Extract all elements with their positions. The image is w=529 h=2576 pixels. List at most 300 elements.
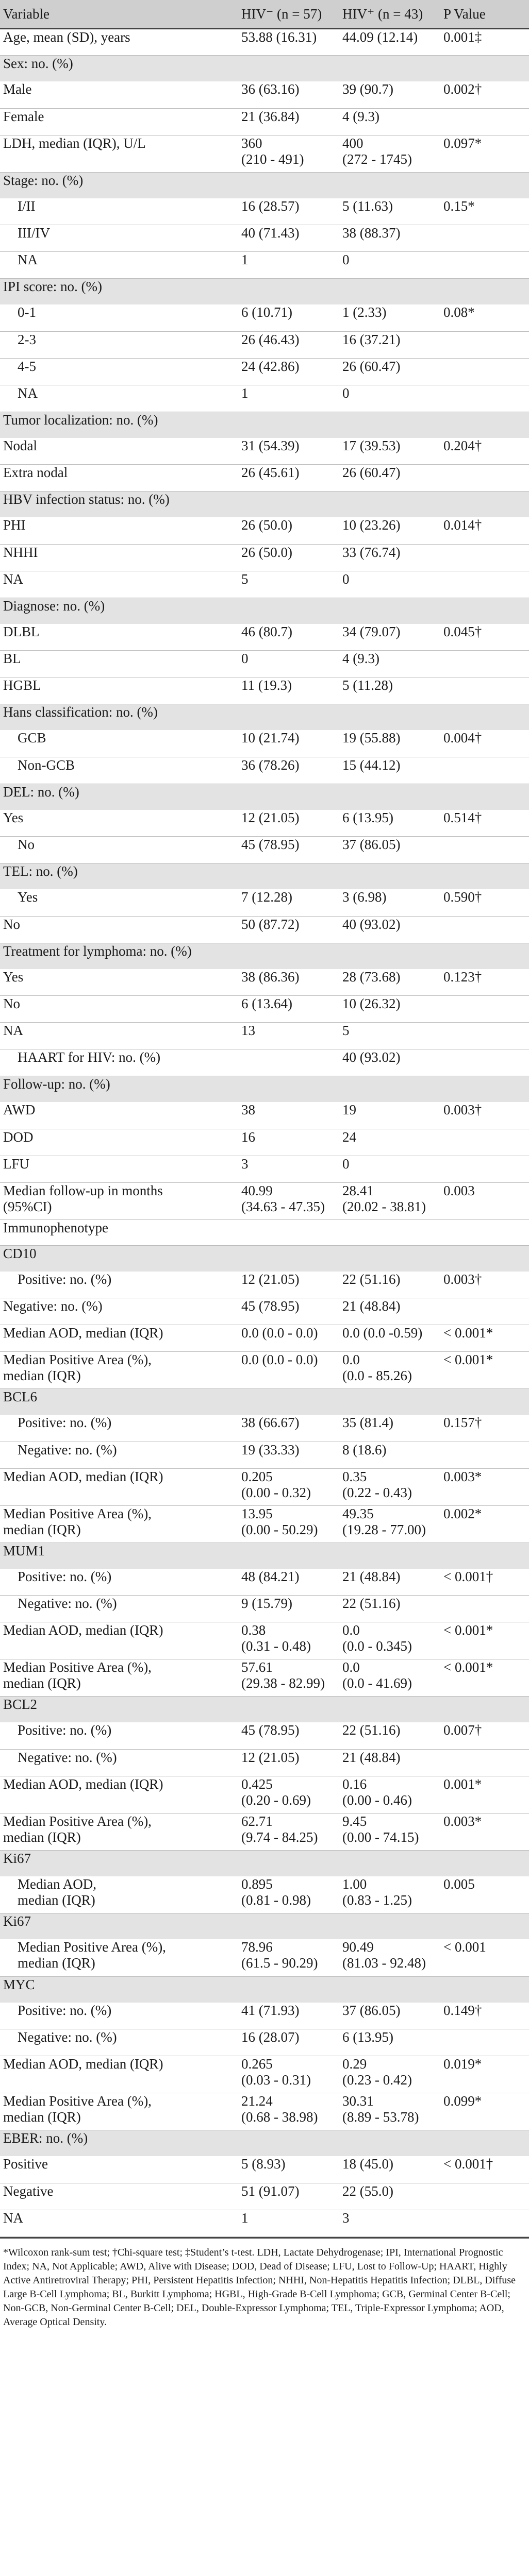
cell-p-value	[440, 1749, 529, 1776]
cell-p-value	[440, 677, 529, 704]
cell-hiv-negative: 0.205 (0.00 - 0.32)	[238, 1468, 339, 1505]
section-header-row	[0, 1976, 529, 2003]
table-row	[0, 1352, 529, 1389]
cell-variable: Age, mean (SD), years	[0, 29, 238, 56]
cell-hiv-positive: 24	[339, 1129, 440, 1156]
cell-variable: Median AOD, median (IQR)	[0, 1622, 238, 1659]
cell-variable: DOD	[0, 1129, 238, 1156]
cell-hiv-negative: 6 (13.64)	[238, 996, 339, 1023]
section-label: Hans classification: no. (%)	[0, 704, 529, 731]
cell-hiv-negative: 26 (45.61)	[238, 465, 339, 492]
section-label: MUM1	[0, 1543, 529, 1569]
cell-hiv-negative: 26 (46.43)	[238, 331, 339, 358]
table-row	[0, 385, 529, 412]
cell-hiv-negative: 16 (28.57)	[238, 198, 339, 225]
cell-hiv-negative	[238, 1219, 339, 1245]
cell-variable: PHI	[0, 517, 238, 544]
cell-hiv-negative: 0.38 (0.31 - 0.48)	[238, 1622, 339, 1659]
section-label: Sex: no. (%)	[0, 56, 529, 82]
section-label: Tumor localization: no. (%)	[0, 412, 529, 438]
cell-p-value: 0.15*	[440, 198, 529, 225]
cell-p-value: 0.003	[440, 1182, 529, 1219]
cell-p-value: 0.149†	[440, 2003, 529, 2029]
cell-hiv-positive: 19 (55.88)	[339, 730, 440, 757]
cell-variable: Male	[0, 81, 238, 108]
cell-hiv-positive: 21 (48.84)	[339, 1749, 440, 1776]
table-row	[0, 358, 529, 385]
cell-p-value	[440, 651, 529, 677]
cell-p-value	[440, 465, 529, 492]
table-row	[0, 517, 529, 544]
header-p-value: P Value	[440, 0, 529, 29]
section-header-row	[0, 56, 529, 82]
cell-hiv-negative: 0.0 (0.0 - 0.0)	[238, 1325, 339, 1352]
cell-p-value: 0.002†	[440, 81, 529, 108]
cell-hiv-positive: 0.29 (0.23 - 0.42)	[339, 2056, 440, 2093]
cell-hiv-positive: 4 (9.3)	[339, 651, 440, 677]
table-row	[0, 1023, 529, 1049]
cell-p-value	[440, 1219, 529, 1245]
cell-hiv-positive: 16 (37.21)	[339, 331, 440, 358]
cell-hiv-positive: 400 (272 - 1745)	[339, 135, 440, 172]
section-label: CD10	[0, 1245, 529, 1272]
cell-hiv-positive: 30.31 (8.89 - 53.78)	[339, 2093, 440, 2130]
cell-hiv-negative: 1	[238, 385, 339, 412]
table-row	[0, 252, 529, 279]
cell-p-value	[440, 1298, 529, 1325]
cell-hiv-positive: 28.41 (20.02 - 38.81)	[339, 1182, 440, 1219]
cell-variable: NA	[0, 571, 238, 598]
cell-hiv-negative: 45 (78.95)	[238, 1298, 339, 1325]
table-row	[0, 1813, 529, 1850]
header-hiv-negative: HIV⁻ (n = 57)	[238, 0, 339, 29]
cell-variable: LFU	[0, 1156, 238, 1182]
cell-hiv-positive: 5	[339, 1023, 440, 1049]
cell-hiv-negative: 9 (15.79)	[238, 1596, 339, 1622]
cell-p-value: 0.001*	[440, 1776, 529, 1813]
cell-hiv-positive: 34 (79.07)	[339, 624, 440, 651]
section-header-row	[0, 943, 529, 969]
section-header-row	[0, 412, 529, 438]
table-row	[0, 1102, 529, 1129]
cell-hiv-negative: 12 (21.05)	[238, 810, 339, 837]
cell-hiv-positive: 0	[339, 571, 440, 598]
cell-p-value: 0.003†	[440, 1272, 529, 1298]
cell-hiv-positive: 6 (13.95)	[339, 810, 440, 837]
cell-hiv-negative: 36 (78.26)	[238, 757, 339, 784]
table-row	[0, 1596, 529, 1622]
cell-p-value: 0.590†	[440, 889, 529, 916]
cell-p-value: < 0.001*	[440, 1659, 529, 1697]
cell-variable: NA	[0, 252, 238, 279]
cell-p-value	[440, 1156, 529, 1182]
cell-p-value: 0.123†	[440, 969, 529, 996]
cell-hiv-positive: 40 (93.02)	[339, 916, 440, 943]
cell-hiv-positive: 21 (48.84)	[339, 1298, 440, 1325]
cell-variable: Median AOD, median (IQR)	[0, 1876, 238, 1913]
cell-hiv-negative: 11 (19.3)	[238, 677, 339, 704]
table-row	[0, 544, 529, 571]
cell-hiv-negative: 21 (36.84)	[238, 108, 339, 135]
cell-variable: Positive: no. (%)	[0, 2003, 238, 2029]
cell-p-value: 0.003*	[440, 1468, 529, 1505]
table-row	[0, 2003, 529, 2029]
cell-hiv-negative: 62.71 (9.74 - 84.25)	[238, 1813, 339, 1850]
cell-hiv-negative: 19 (33.33)	[238, 1442, 339, 1468]
table-row	[0, 225, 529, 252]
cell-hiv-negative: 53.88 (16.31)	[238, 29, 339, 56]
cell-hiv-positive: 0.0 (0.0 -0.59)	[339, 1325, 440, 1352]
cell-variable: NHHI	[0, 544, 238, 571]
cell-hiv-negative: 5	[238, 571, 339, 598]
table-row	[0, 2210, 529, 2236]
table-row	[0, 2156, 529, 2183]
cell-hiv-positive: 0.35 (0.22 - 0.43)	[339, 1468, 440, 1505]
cell-variable: Median Positive Area (%), median (IQR)	[0, 1659, 238, 1697]
section-header-row	[0, 1389, 529, 1415]
cell-p-value	[440, 1442, 529, 1468]
cell-hiv-positive: 90.49 (81.03 - 92.48)	[339, 1939, 440, 1976]
cell-variable: Extra nodal	[0, 465, 238, 492]
section-label: Ki67	[0, 1913, 529, 1940]
table-row	[0, 1776, 529, 1813]
cell-variable: Positive: no. (%)	[0, 1272, 238, 1298]
section-header-row	[0, 492, 529, 518]
cell-hiv-negative: 78.96 (61.5 - 90.29)	[238, 1939, 339, 1976]
section-label: Follow-up: no. (%)	[0, 1076, 529, 1103]
table-header	[0, 0, 529, 29]
cell-hiv-negative: 57.61 (29.38 - 82.99)	[238, 1659, 339, 1697]
section-label: BCL2	[0, 1697, 529, 1723]
cell-variable: III/IV	[0, 225, 238, 252]
table-row	[0, 1659, 529, 1697]
cell-hiv-positive: 8 (18.6)	[339, 1442, 440, 1468]
table-footnote	[0, 2237, 529, 2329]
cell-hiv-negative: 26 (50.0)	[238, 517, 339, 544]
table-row	[0, 571, 529, 598]
cell-p-value	[440, 358, 529, 385]
cell-variable: BL	[0, 651, 238, 677]
section-label: Ki67	[0, 1850, 529, 1876]
table-row	[0, 1219, 529, 1245]
cell-p-value: 0.014†	[440, 517, 529, 544]
cell-hiv-negative: 13.95 (0.00 - 50.29)	[238, 1505, 339, 1543]
cell-p-value: 0.157†	[440, 1415, 529, 1442]
cell-variable: Yes	[0, 889, 238, 916]
cell-hiv-positive: 10 (26.32)	[339, 996, 440, 1023]
cell-hiv-positive: 37 (86.05)	[339, 837, 440, 863]
cell-p-value	[440, 108, 529, 135]
section-header-row	[0, 1076, 529, 1103]
cell-hiv-positive: 10 (23.26)	[339, 517, 440, 544]
cell-hiv-positive: 26 (60.47)	[339, 358, 440, 385]
section-header-row	[0, 172, 529, 198]
table-row	[0, 624, 529, 651]
cell-hiv-positive: 1 (2.33)	[339, 304, 440, 331]
table-row	[0, 198, 529, 225]
table-row	[0, 1939, 529, 1976]
cell-p-value: 0.007†	[440, 1722, 529, 1749]
cell-p-value	[440, 252, 529, 279]
cell-hiv-negative: 1	[238, 2210, 339, 2236]
table-row	[0, 135, 529, 172]
cell-variable: Negative: no. (%)	[0, 1596, 238, 1622]
cell-variable: 4-5	[0, 358, 238, 385]
cell-p-value: 0.002*	[440, 1505, 529, 1543]
table-row	[0, 1156, 529, 1182]
cell-hiv-positive: 38 (88.37)	[339, 225, 440, 252]
cell-hiv-negative: 38	[238, 1102, 339, 1129]
cell-p-value: 0.08*	[440, 304, 529, 331]
section-header-row	[0, 1245, 529, 1272]
cell-p-value	[440, 837, 529, 863]
cell-p-value	[440, 1129, 529, 1156]
section-header-row	[0, 1697, 529, 1723]
cell-variable: Nodal	[0, 438, 238, 465]
cell-hiv-negative: 3	[238, 1156, 339, 1182]
header-hiv-positive: HIV⁺ (n = 43)	[339, 0, 440, 29]
cell-variable: I/II	[0, 198, 238, 225]
cell-variable: Immunophenotype	[0, 1219, 238, 1245]
cell-hiv-positive: 3	[339, 2210, 440, 2236]
cell-variable: Positive: no. (%)	[0, 1722, 238, 1749]
table-row	[0, 1749, 529, 1776]
cell-hiv-negative: 16	[238, 1129, 339, 1156]
header-variable: Variable	[0, 0, 238, 29]
section-header-row	[0, 863, 529, 890]
cell-hiv-positive: 17 (39.53)	[339, 438, 440, 465]
table-row	[0, 889, 529, 916]
cell-p-value: 0.003†	[440, 1102, 529, 1129]
table-row	[0, 1325, 529, 1352]
cell-variable: NA	[0, 2210, 238, 2236]
section-label: TEL: no. (%)	[0, 863, 529, 890]
cell-hiv-negative: 0.0 (0.0 - 0.0)	[238, 1352, 339, 1389]
cell-variable: Median Positive Area (%), median (IQR)	[0, 1813, 238, 1850]
section-label: IPI score: no. (%)	[0, 279, 529, 305]
cell-hiv-positive: 39 (90.7)	[339, 81, 440, 108]
table-row	[0, 331, 529, 358]
cell-p-value	[440, 331, 529, 358]
cell-hiv-positive: 26 (60.47)	[339, 465, 440, 492]
cell-variable: HAART for HIV: no. (%)	[0, 1049, 238, 1076]
cell-hiv-negative: 51 (91.07)	[238, 2183, 339, 2210]
table-row	[0, 969, 529, 996]
cell-hiv-negative: 31 (54.39)	[238, 438, 339, 465]
table-row	[0, 1129, 529, 1156]
table-row	[0, 2093, 529, 2130]
table-row	[0, 304, 529, 331]
table-row	[0, 1569, 529, 1596]
cell-hiv-positive: 0.0 (0.0 - 85.26)	[339, 1352, 440, 1389]
cell-hiv-positive: 6 (13.95)	[339, 2029, 440, 2056]
cell-variable: NA	[0, 385, 238, 412]
cell-hiv-positive: 5 (11.63)	[339, 198, 440, 225]
section-label: MYC	[0, 1976, 529, 2003]
cell-hiv-negative: 50 (87.72)	[238, 916, 339, 943]
cell-hiv-negative: 1	[238, 252, 339, 279]
cell-p-value	[440, 996, 529, 1023]
cell-p-value: 0.204†	[440, 438, 529, 465]
cell-hiv-negative: 45 (78.95)	[238, 1722, 339, 1749]
cell-p-value	[440, 1596, 529, 1622]
cell-hiv-positive: 0	[339, 252, 440, 279]
cell-hiv-negative: 45 (78.95)	[238, 837, 339, 863]
cell-hiv-positive: 5 (11.28)	[339, 677, 440, 704]
section-header-row	[0, 784, 529, 810]
cell-variable: Negative: no. (%)	[0, 1298, 238, 1325]
table-row	[0, 1182, 529, 1219]
cell-hiv-positive: 22 (51.16)	[339, 1272, 440, 1298]
cell-hiv-positive: 3 (6.98)	[339, 889, 440, 916]
cell-p-value: < 0.001†	[440, 1569, 529, 1596]
table-row	[0, 438, 529, 465]
table-row	[0, 1049, 529, 1076]
cell-variable: DLBL	[0, 624, 238, 651]
cell-hiv-positive: 0	[339, 385, 440, 412]
table-row	[0, 1468, 529, 1505]
table-row	[0, 837, 529, 863]
cell-variable: No	[0, 837, 238, 863]
cell-hiv-negative: 0.425 (0.20 - 0.69)	[238, 1776, 339, 1813]
cell-hiv-negative: 5 (8.93)	[238, 2156, 339, 2183]
cell-variable: Median Positive Area (%), median (IQR)	[0, 1352, 238, 1389]
section-header-row	[0, 704, 529, 731]
cell-p-value: 0.045†	[440, 624, 529, 651]
cell-hiv-positive: 18 (45.0)	[339, 2156, 440, 2183]
cell-variable: Negative	[0, 2183, 238, 2210]
cell-p-value	[440, 544, 529, 571]
table-row	[0, 29, 529, 56]
cell-hiv-negative: 16 (28.07)	[238, 2029, 339, 2056]
cell-variable: HGBL	[0, 677, 238, 704]
cell-hiv-negative: 48 (84.21)	[238, 1569, 339, 1596]
cell-variable: Yes	[0, 810, 238, 837]
cell-hiv-positive: 22 (51.16)	[339, 1722, 440, 1749]
cell-hiv-negative: 40 (71.43)	[238, 225, 339, 252]
section-header-row	[0, 1913, 529, 1940]
section-header-row	[0, 279, 529, 305]
cell-hiv-positive: 37 (86.05)	[339, 2003, 440, 2029]
cell-hiv-positive: 22 (51.16)	[339, 1596, 440, 1622]
cell-hiv-positive: 0.0 (0.0 - 0.345)	[339, 1622, 440, 1659]
section-header-row	[0, 2130, 529, 2157]
section-label: BCL6	[0, 1389, 529, 1415]
cell-hiv-positive: 19	[339, 1102, 440, 1129]
table-row	[0, 465, 529, 492]
cell-hiv-negative: 0	[238, 651, 339, 677]
cell-hiv-negative: 0.895 (0.81 - 0.98)	[238, 1876, 339, 1913]
table-row	[0, 677, 529, 704]
cell-p-value: 0.514†	[440, 810, 529, 837]
table-row	[0, 1272, 529, 1298]
table-row	[0, 1442, 529, 1468]
cell-hiv-negative: 21.24 (0.68 - 38.98)	[238, 2093, 339, 2130]
cell-variable: Median Positive Area (%), median (IQR)	[0, 1505, 238, 1543]
cell-variable: Median AOD, median (IQR)	[0, 1468, 238, 1505]
table-body	[0, 29, 529, 2237]
cell-p-value: 0.004†	[440, 730, 529, 757]
table-row	[0, 1722, 529, 1749]
section-label: Diagnose: no. (%)	[0, 598, 529, 624]
cell-hiv-positive: 28 (73.68)	[339, 969, 440, 996]
cell-variable: Negative: no. (%)	[0, 2029, 238, 2056]
cell-hiv-positive: 1.00 (0.83 - 1.25)	[339, 1876, 440, 1913]
cell-variable: Median AOD, median (IQR)	[0, 1325, 238, 1352]
cell-p-value	[440, 225, 529, 252]
cell-p-value: < 0.001*	[440, 1352, 529, 1389]
cell-hiv-positive: 0.0 (0.0 - 41.69)	[339, 1659, 440, 1697]
section-label: Treatment for lymphoma: no. (%)	[0, 943, 529, 969]
table-row	[0, 81, 529, 108]
cell-hiv-negative: 40.99 (34.63 - 47.35)	[238, 1182, 339, 1219]
table-row	[0, 996, 529, 1023]
cell-p-value: 0.097*	[440, 135, 529, 172]
cell-variable: No	[0, 916, 238, 943]
table-row	[0, 2183, 529, 2210]
cell-variable: Median Positive Area (%), median (IQR)	[0, 1939, 238, 1976]
cell-hiv-negative: 36 (63.16)	[238, 81, 339, 108]
section-header-row	[0, 1850, 529, 1876]
cell-variable: Yes	[0, 969, 238, 996]
table-row	[0, 2056, 529, 2093]
section-label: Stage: no. (%)	[0, 172, 529, 198]
cell-variable: Median AOD, median (IQR)	[0, 1776, 238, 1813]
cell-hiv-positive: 9.45 (0.00 - 74.15)	[339, 1813, 440, 1850]
cell-hiv-positive: 49.35 (19.28 - 77.00)	[339, 1505, 440, 1543]
cell-hiv-negative: 10 (21.74)	[238, 730, 339, 757]
cell-p-value	[440, 757, 529, 784]
table-row	[0, 1505, 529, 1543]
table-row	[0, 757, 529, 784]
cell-hiv-positive: 0.16 (0.00 - 0.46)	[339, 1776, 440, 1813]
cell-variable: NA	[0, 1023, 238, 1049]
section-label: DEL: no. (%)	[0, 784, 529, 810]
cell-p-value	[440, 2210, 529, 2236]
cell-variable: Median Positive Area (%), median (IQR)	[0, 2093, 238, 2130]
cell-hiv-negative: 12 (21.05)	[238, 1749, 339, 1776]
table-row	[0, 1415, 529, 1442]
cell-p-value: < 0.001*	[440, 1622, 529, 1659]
cell-p-value: 0.003*	[440, 1813, 529, 1850]
cell-hiv-negative	[238, 1049, 339, 1076]
cell-hiv-negative: 26 (50.0)	[238, 544, 339, 571]
cell-hiv-negative: 7 (12.28)	[238, 889, 339, 916]
cell-hiv-negative: 0.265 (0.03 - 0.31)	[238, 2056, 339, 2093]
table-row	[0, 916, 529, 943]
cell-variable: Negative: no. (%)	[0, 1749, 238, 1776]
cell-p-value: 0.001‡	[440, 29, 529, 56]
cell-hiv-negative: 13	[238, 1023, 339, 1049]
cell-hiv-positive: 40 (93.02)	[339, 1049, 440, 1076]
footnote-text: *Wilcoxon rank-sum test; †Chi-square test; ‡Student’s t-test. LDH, Lactate Dehydrogenase; IPI, International Prognostic Index; NA, Not Applicable; AWD, Alive with Disease; DOD, Dead of Disease; LFU, Lost to Follow-Up; HAART, Highly Active Antiretroviral Therapy; PHI, Persistent Hepatitis Infection; NHHI, Non-Hepatitis Hepatitis Infection; DLBL, Diffuse Large B-Cell Lymphoma; BL, Burkitt Lymphoma; HGBL, High-Grade B-Cell Lymphoma; GCB, Germinal Center B-Cell; Non-GCB, Non-Germinal Center B-Cell; DEL, Double-Expressor Lymphoma; TEL, Triple-Expressor Lymphoma; AOD, Average Optical Density.	[3, 2246, 516, 2328]
cell-hiv-negative: 46 (80.7)	[238, 624, 339, 651]
section-label: EBER: no. (%)	[0, 2130, 529, 2157]
cell-variable: Positive: no. (%)	[0, 1415, 238, 1442]
cell-variable: No	[0, 996, 238, 1023]
cell-p-value	[440, 1049, 529, 1076]
section-header-row	[0, 598, 529, 624]
cell-p-value: 0.019*	[440, 2056, 529, 2093]
cell-variable: Negative: no. (%)	[0, 1442, 238, 1468]
table-row	[0, 1876, 529, 1913]
section-header-row	[0, 1543, 529, 1569]
table-row	[0, 810, 529, 837]
cell-variable: 2-3	[0, 331, 238, 358]
section-label: HBV infection status: no. (%)	[0, 492, 529, 518]
cell-hiv-positive: 22 (55.0)	[339, 2183, 440, 2210]
cell-p-value	[440, 2183, 529, 2210]
